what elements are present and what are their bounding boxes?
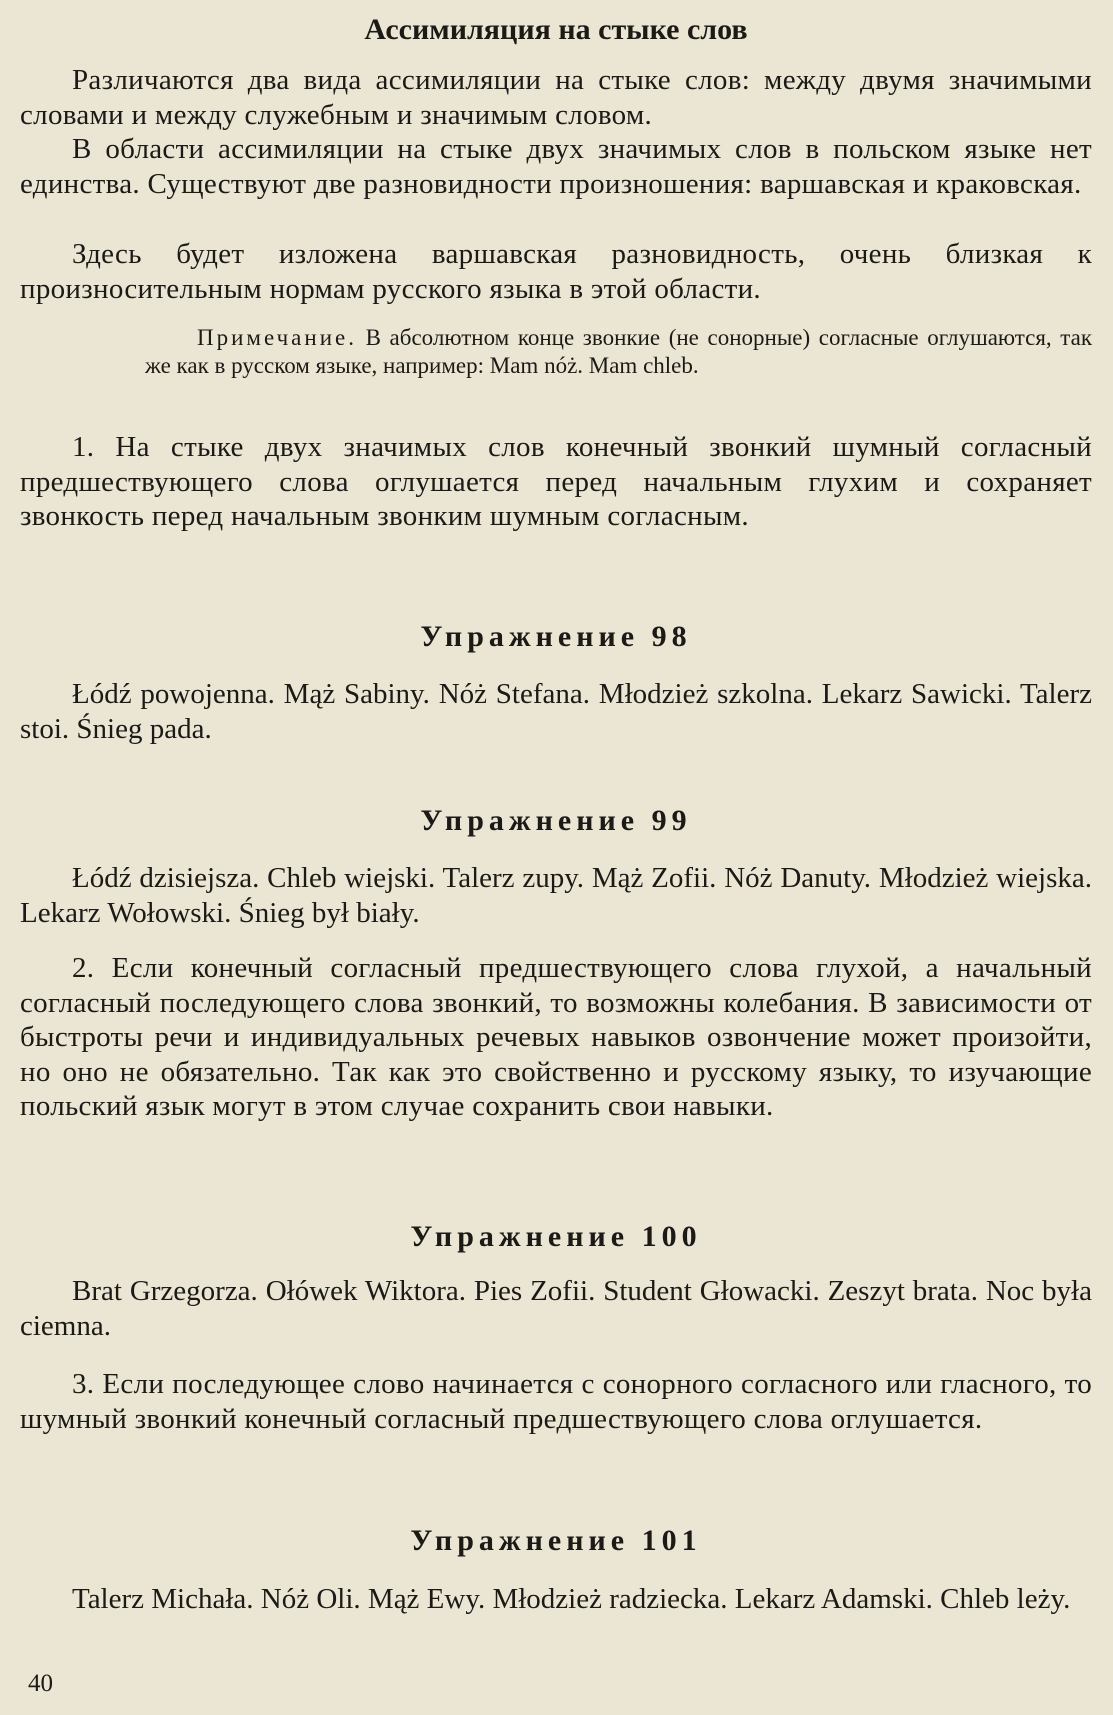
exercise-100-text: Brat Grzegorza. Ołówek Wiktora. Pies Zofii. Student Głowacki. Zeszyt brata. Noc była ciemna. — [20, 1275, 1092, 1342]
exercise-98-text: Łódź powojenna. Mąż Sabiny. Nóż Stefana. Młodzież szkolna. Lekarz Sawicki. Talerz stoi. Śnieg pada. — [20, 678, 1092, 745]
intro-paragraph-3: Здесь будет изложена варшавская разновидность, очень близкая к произносительным нормам русского языка в этой области. — [20, 238, 1092, 305]
note — [145, 324, 1092, 380]
note-label: Примечание. — [197, 325, 357, 350]
intro-paragraph-1: Различаются два вида ассимиляции на стыке слов: между двумя значимыми словами и между служебным и значимым словом. — [20, 64, 1092, 131]
section-title: Ассимиляция на стыке слов — [364, 13, 748, 46]
exercise-99-text: Łódź dzisiejsza. Chleb wiejski. Talerz zupy. Mąż Zofii. Nóż Danuty. Młodzież wiejska. Lekarz Wołowski. Śnieg był biały. — [20, 862, 1092, 929]
exercise-98-heading: Упражнение 98 — [420, 620, 692, 653]
exercise-99-heading: Упражнение 99 — [420, 804, 692, 837]
exercise-100-heading: Упражнение 100 — [410, 1220, 702, 1253]
exercise-101-heading: Упражнение 101 — [410, 1524, 702, 1557]
rule-1: 1. На стыке двух значимых слов конечный звонкий шумный согласный предшествующего слова оглушается перед начальным глухим и сохраняет звонкость перед начальным звонким шумным согласным. — [20, 431, 1092, 532]
rule-3: 3. Если последующее слово начинается с сонорного согласного или гласного, то шумный звонкий конечный согласный предшествующего слова оглушается. — [20, 1368, 1092, 1435]
note-text: В абсолютном конце звонкие (не сонорные) согласные оглушаются, так же как в русском языке, например: Mam nóż. Mam chleb. — [145, 325, 1092, 378]
rule-2: 2. Если конечный согласный предшествующего слова глухой, а начальный согласный последующего слова звонкий, то возможны колебания. В зависимости от быстроты речи и индивидуальных речевых навыков озвончение может произойти, но оно не обязательно. Так как это свойственно и русскому языку, то изучающие польский язык могут в этом случае сохранить свои навыки. — [20, 952, 1092, 1122]
intro-paragraph-2: В области ассимиляции на стыке двух значимых слов в польском языке нет единства. Существуют две разновидности произношения: варшавская и краковская. — [20, 133, 1092, 200]
exercise-101-text: Talerz Michała. Nóż Oli. Mąż Ewy. Młodzież radziecka. Lekarz Adamski. Chleb leży. — [72, 1583, 1071, 1615]
book-page — [20, 0, 1092, 1715]
page-number: 40 — [28, 1670, 53, 1697]
